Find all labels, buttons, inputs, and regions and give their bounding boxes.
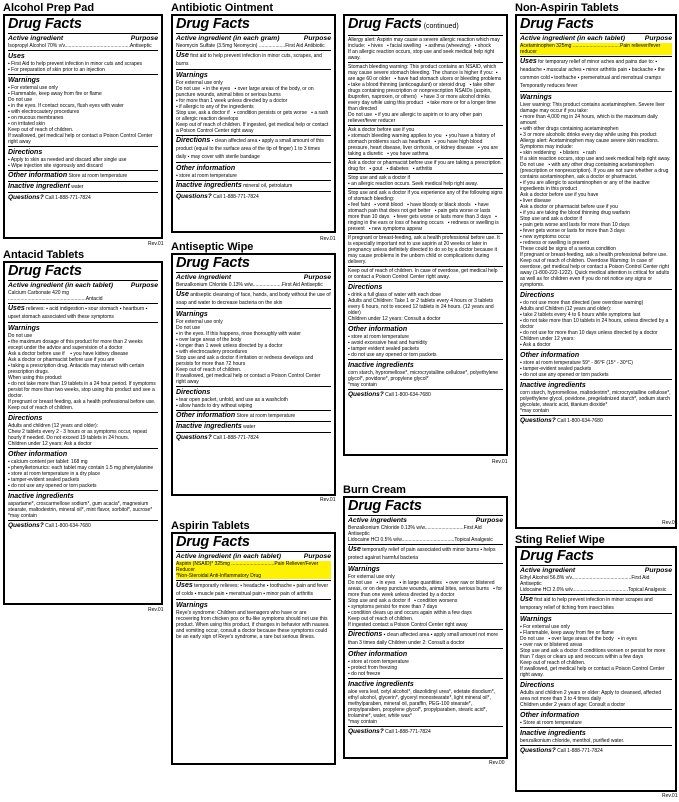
section [8,448,158,489]
section-inline [176,423,331,431]
active-ingredient-header [176,33,331,43]
section [176,50,331,68]
section-text: ▪ tear open packet, unfold, and use as a washcloth ▪ allow hands to dry without wiping [176,397,288,409]
section-text: water [241,424,256,430]
section [520,709,672,726]
section-heading: Directions [8,149,43,156]
section [348,35,503,61]
drug-facts-heading [348,499,503,514]
drug-facts-heading [348,17,503,34]
questions-phone: Call 1-800-634-7680 [43,523,91,529]
active-ingredient-header [176,272,331,282]
section [176,410,331,420]
section [348,233,503,265]
section-text: ▪ First Aid to help prevent infection in minor cuts and scrapes ▪ For preparation of skin prior to an injection [8,61,143,73]
purpose-heading: Purpose [130,282,158,289]
active-ingredient-header [176,551,331,561]
section-text: ▪ do not use more than directed (see overdose warning) Adults and Children (12 years and older): ▪ take 2 tablets every 4 to 6 hours while symptoms last ▪ do not take more than 10 tablets in 24 hours, unless directed by a doctor ▪ do not use for more than 10 days unless directed by a doctor Children under 12 years: ▪ Ask a doctor [520,300,669,348]
section-heading: Use [176,291,189,298]
antacid-tablets-panel [3,261,163,605]
section-inline [8,305,158,321]
section-heading: Directions [348,631,383,638]
section [348,125,503,157]
section-heading: Inactive ingredients [520,382,586,389]
section-text: Adults and children (12 years and older): Chew 2 tablets every 2 - 3 hours or as symptoms occur, repeat hourly if needed. Do not exceed 19 tablets in 24 hours. Children under 12 years: Ask a doctor [8,423,147,447]
section-heading: Inactive ingredients [348,362,414,369]
section-text: If pregnant or breast-feeding, ask a health professional before use. It is especially important not to use aspirin at 20 weeks or later in pregnancy unless definitely directed to do so by a doctor because it may cause problems in the unborn child or complications during delivery. [348,235,502,265]
aspirin-continued-panel [343,14,508,456]
questions-label: Questions? [176,434,212,441]
section-heading: Inactive ingredients [348,681,414,688]
drug-facts-heading [176,535,331,550]
section-heading: Directions [8,415,43,422]
section [348,266,503,280]
revision-label: Rev.01 [148,607,164,613]
section-text: aspartame*, croscarmellose sodium*, gum acacia*, magnesium stearate, maltodextrin, mineral oil*, mint flavor, sorbitol*, sucrose* *may contain [8,501,153,519]
section-text: For external use only Do not use ▪ in eyes ▪ in large quantities ▪ over raw or blistered areas, or on deep puncture wounds, animal bites, serious burns ▪ for more than one week unless directed by a doctor Stop use and ask a doctor if ▪ condition worsens ▪ symptoms persist for more than 7 days ▪ condition clears up and occurs again within a few days Keep out of reach of children. If ingested contact a Poison Control Center right away [348,574,503,628]
section-heading: Warnings [520,616,552,623]
section-heading: Uses [8,305,25,312]
active-ingredient-heading: Active ingredient [8,35,64,42]
non-aspirin-tablets-panel [515,14,677,529]
section [176,308,331,385]
section-heading: Other information [348,326,408,333]
section-heading: Warnings [176,311,208,318]
section [520,613,672,678]
section [8,322,158,411]
section [176,289,331,307]
section-heading: Warnings [520,94,552,101]
drug-facts-heading [8,264,158,279]
section [176,180,331,190]
section-inline [176,291,331,307]
continued-label: (continued) [421,23,459,30]
section-text: ▪ Store at room temperature [520,720,582,726]
section [176,162,331,179]
section [348,62,503,124]
section-text: temporarily relieves: ▪ headache ▪ toothache ▪ pain and fever of colds ▪ muscle pain ▪ menstrual pain ▪ minor pain of arthritis [176,583,329,597]
section-text: aloe vera leaf, cetyl alcohol*, diazolidinyl urea*, edetate disodium*, ethyl alcohol, glycerin*, glyceryl monostearate*, light mineral oil*, methylparaben, mineral oil, paraffin, PEG-100 stearate*, propylparaben, propylene glycol*, propylparaben, stearic acid*, trolamine*, water, white wax* *may contain [348,689,496,725]
section [348,629,503,647]
revision-label: Rev.01 [148,241,164,247]
section [348,359,503,388]
section-heading: Other information [8,451,68,458]
section-inline [520,596,672,612]
questions-label: Questions? [348,391,384,398]
active-ingredient-text: Calcium Carbonate 420 mg ........................................................Antacid [8,290,103,302]
antacid-tablets-title: Antacid Tablets [3,249,85,261]
drug-facts-title: Drug Facts [348,498,422,514]
section-text: Store at room temperature [235,413,296,419]
drug-facts-title: Drug Facts [176,255,250,271]
section-heading: Warnings [176,602,208,609]
questions-line [8,520,158,530]
active-ingredient-heading: Active ingredient (in each gram) [176,35,280,42]
section-text: ▪ For external use only ▪ Flammable, keep away from fire or flame Do not use ▪ in the eyes. If contact occurs, flush eyes with water ▪ with electrocautery procedures ▪ on mucous membranes ▪ on irritated skin Keep out of reach of children. If swallowed, get medical help or contact a Poison Control Center right away [8,85,153,145]
section [8,490,158,519]
active-ingredient-header [8,33,158,43]
section-heading: Inactive ingredient [8,183,70,190]
active-ingredient-text: Neomycin Sulfate (3.5mg Neomycin) ...................First Aid Antibiotic [176,43,325,49]
section-heading: Other information [520,352,580,359]
section-text: Keep out of reach of children. In case of overdose, get medical help or contact a Poison Control Center right away. [348,268,499,280]
questions-phone: Call 1-888-771-7824 [211,435,259,441]
questions-label: Questions? [8,194,44,201]
section-inline [520,58,672,90]
section-text: benzalkonium chloride, menthol, purified water. [520,738,625,744]
section [176,69,331,134]
active-ingredient-heading: Active ingredient [520,567,576,574]
questions-phone: Call 1-800-634-7680 [555,418,603,424]
section-text: ▪ clean affected area ▪ apply a small amount of this product (equal to the surface area of the tip of finger) 1 to 3 times daily ▪ may cover with sterile bandage [176,138,324,160]
drug-facts-title: Drug Facts [176,16,250,32]
drug-facts-title: Drug Facts [176,534,250,550]
section-heading: Warnings [348,566,380,573]
active-ingredient-heading: Active ingredient (in each tablet) [8,282,113,289]
sting-relief-wipe-title: Sting Relief Wipe [515,534,605,546]
section [348,158,503,172]
drug-facts-title: Drug Facts [8,263,82,279]
purpose-heading: Purpose [303,274,331,281]
section [348,563,503,628]
active-ingredient-text: Isopropyl Alcohol 70% v/v...............................................Antiseptic [8,43,152,49]
active-ingredient-header [520,33,672,43]
questions-phone: Call 1-888-771-7824 [211,194,259,200]
section-text: Stomach bleeding warning: This product contains an NSAID, which may cause severe stomach bleeding. The chance is higher if you: ▪ are age 60 or older ▪ have had stomach ulcers or bleeding problems ▪ take a blood thinning (anticoagulant) or steroid drug ▪ take other drugs containing prescription or nonprescription NSAIDs (aspirin, ibuprofen, naproxen, or others) ▪ have 3 or more alcohol drinks every day while using this product ▪ take more or for a longer time than directed Do not use ▪ if you are allergic to aspirin or to any other pain reliever/fever reducer [348,64,502,124]
section-inline [348,631,503,647]
questions-phone: Call 1-800-634-7680 [383,392,431,398]
active-ingredient-heading: Active ingredient (in each tablet) [176,553,281,560]
section-text: ▪ For external use only ▪ Flammable, keep away from fire or flame Do not use ▪ over large areas of the body ▪ in eyes ▪ over raw or blistered areas Stop use and ask a doctor if conditions worsen or persist for more than 7 days or clears up and reoccurs within a few days Keep out of reach of children. If swallowed, get medical help or contact a Poison Control Center right away. [520,624,666,678]
questions-line [520,745,672,755]
active-ingredient-heading: Active ingredient (in each tablet) [520,35,625,42]
revision-label: Rev.01 [320,497,336,503]
section-text: Ask a doctor before use if you ▪ stomach bleeding warning applies to you ▪ you have a history of stomach problems such as heartburn ▪ you have high blood pressure, heart disease, liver cirrhosis, or kidney disease ▪ you are taking a diuretic ▪ you have asthma [348,127,498,157]
section-inline [176,182,331,190]
section-text: Ask a doctor or pharmacist before use if you are taking a prescription drug for ▪ gout ▪ diabetes ▪ arthritis [348,160,502,172]
section [520,679,672,708]
section-text: ▪ store at room temperature 59° - 86°F (15° - 30°C) ▪ tamper-evident sealed packets ▪ do not use any opened or torn packets [520,360,633,378]
drug-facts-title: Drug Facts [8,16,82,32]
section-text: Allergy alert: Aspirin may cause a severe allergic reaction which may include: ▪ hives ▪ facial swelling ▪ asthma (wheezing) ▪ shock If an allergic reaction occurs, stop use and seek medical help right away. [348,37,500,61]
section [520,289,672,348]
section-text: temporarily relief of pain associated with minor burns ▪ helps protect against harmful bacteria [348,547,496,561]
questions-line [348,389,503,399]
section-heading: Other information [348,651,408,658]
revision-label: Rev.01 [662,793,678,799]
section-heading: Uses [176,582,193,589]
revision-label: Rev.01 [492,459,508,465]
drug-facts-heading [8,17,158,32]
section-heading: Directions [520,682,555,689]
section-text: ▪ store at room temperature [176,173,237,179]
active-ingredient-text: Benzalkonium Chloride 0.13% w/w............................First Aid Antiseptic Lidocaine HCl 0.5% w/w......................................Topical Analgesic [348,525,493,543]
section [348,678,503,725]
questions-line [8,192,158,202]
purpose-heading: Purpose [130,35,158,42]
section-text: Store at room temperature [67,173,128,179]
drug-facts-heading [176,256,331,271]
section-inline [348,546,503,562]
section-heading: Warnings [8,77,40,84]
purpose-heading: Purpose [644,567,672,574]
questions-label: Questions? [520,747,556,754]
section [8,74,158,145]
section [520,594,672,612]
section-text: antiseptic cleansing of face, hands, and body without the use of soap and water to decrease bacteria on the skin [176,292,331,306]
drug-facts-title: Drug Facts [520,16,594,32]
questions-label: Questions? [520,417,556,424]
section-inline [8,172,158,180]
section-heading: Use [176,52,189,59]
section-text: ▪ store at room temperature ▪ avoid excessive heat and humidity ▪ tamper evident sealed packets ▪ do not use any opened or torn packets [348,334,437,358]
section-heading: Directions [176,137,211,144]
section-text: Reye's syndrome: Children and teenagers who have or are recovering from chicken pox or flu-like symptoms should not use this product. When using this product, if changes in behavior with nausea and vomiting occur, consult a doctor because these symptoms could be an early sign of Reye's syndrome, a rare but serious illness. [176,610,330,640]
section-text: corn starch, hypromellose, maltodextrin*, microcrystalline cellulose*, polyethylene glycol, povidone, pregelatinized starch*, sodium starch glycolate, stearic acid, titanium dioxide* *may contain [520,390,671,414]
section-text: mineral oil, petrolatum [241,183,293,189]
drug-facts-heading [520,549,672,564]
section-text: first aid to help prevent infection in minor scrapes and temporary relief of itching from insect bites [520,597,653,611]
section-inline [176,412,331,420]
section-text: For external use only Do not use ▪ in the eyes ▪ over large areas of the body, or on puncture wounds, animal bites or serious burns ▪ for more than 1 week unless directed by a doctor ▪ if allergic to any of the ingredients Stop use, ask a doctor if ▪ condition persists or gets worse ▪ a rash or allergic reaction develops Keep out of reach of children. If ingested, get medical help or contact a Poison Control Center right away [176,80,329,134]
section-text: corn starch, hypromellose*, microcrystalline cellulose*, polyethylene glycol*, povidone*, propylene glycol* *may contain [348,370,499,388]
aspirin-tablets-title: Aspirin Tablets [171,520,250,532]
section-heading: Inactive ingredients [520,730,586,737]
section-heading: Other information [8,172,68,179]
drug-facts-heading [176,17,331,32]
section-text: first aid to help prevent infection in minor cuts, scrapes, and burns [176,53,322,67]
active-ingredient-header [348,515,503,525]
active-ingredient-text: Benzalkonium Chloride 0.13% w/w.....................First Aid Antiseptic [176,282,323,288]
questions-phone: Call 1-888-771-7824 [43,195,91,201]
questions-line [348,726,503,736]
section-heading: Inactive ingredients [8,493,74,500]
revision-label: Rev.01 [662,520,678,526]
questions-phone: Call 1-888-771-7824 [555,748,603,754]
section-text: water [69,184,84,190]
section-text: Stop use and ask a doctor if ▪ an allergic reaction occurs. Seek medical help right away. [348,175,479,187]
section-text: ▪ calcium content per tablet: 168 mg ▪ phenylketonurics: each tablet may contain 1.5 mg phenylalanine ▪ store at room temperature in a dry place ▪ tamper-evident sealed packets ▪ do not use any opened or torn packets [8,459,154,489]
sting-relief-wipe-panel [515,546,677,792]
active-ingredient-text: Acetaminophen 325mg ..................................Pain reliever/fever reducer [520,43,672,55]
antibiotic-ointment-title: Antibiotic Ointment [171,2,274,14]
section [8,50,158,73]
section-heading: Inactive ingredients [176,423,242,430]
section-text: Stop use and ask a doctor if you experience any of the following signs of stomach bleeding: ▪ feel faint ▪ vomit blood ▪ have bloody or black stools ▪ have stomach pain that does not get better ▪ pain gets worse or lasts more than 10 days ▪ fever gets worse or lasts more than 3 days ▪ ringing in the ears or loss of hearing occurs ▪ redness or swelling is present ▪ new symptoms appear [348,190,503,232]
section-heading: Directions [348,284,383,291]
section [176,386,331,409]
section [520,727,672,744]
section-inline [8,183,158,191]
section-heading: Other information [520,712,580,719]
section [348,648,503,677]
questions-line [176,432,331,442]
section [8,303,158,321]
questions-line [176,191,331,201]
section [348,323,503,358]
section-heading: Use [348,546,361,553]
active-ingredient-heading: Active ingredient [176,274,232,281]
questions-label: Questions? [176,193,212,200]
section-heading: Warnings [176,72,208,79]
burn-cream-panel [343,496,508,759]
purpose-heading: Purpose [644,35,672,42]
section [348,281,503,322]
alcohol-prep-pad-title: Alcohol Prep Pad [3,2,95,14]
section-text: ▪ clean affected area ▪ apply small amount not more than 3 times daily Children under 2: Consult a doctor [348,632,498,646]
section-heading: Inactive ingredients [176,182,242,189]
section [176,599,331,640]
section-heading: Other information [176,412,236,419]
purpose-heading: Purpose [303,35,331,42]
section-heading: Use [520,596,533,603]
drug-facts-heading [520,17,672,32]
section [8,170,158,180]
revision-label: Rev.00 [489,760,505,766]
section [8,146,158,169]
section-heading: Warnings [8,325,40,332]
burn-cream-title: Burn Cream [343,484,406,496]
active-ingredient-header [8,280,158,290]
section-inline [176,52,331,68]
section-heading: Uses [520,58,537,65]
section-text: ▪ store at room temperature ▪ protect from freezing ▪ do not freeze [348,659,409,677]
active-ingredient-header [520,565,672,575]
section-inline [176,137,331,161]
section-text: Do not use ▪ the maximum dosage of this product for more than 2 weeks except under the advice and supervision of a doctor Ask a doctor before use if ▪ you have kidney disease Ask a doctor or pharmacist before use if you are ▪ taking a prescription drug. Antacids may interact with certain prescription drugs. When using this product ▪ do not take more than 19 tablets in a 24 hour period. If symptoms persist for more than two weeks, stop using this product and see a doctor. If pregnant or breast feeding, ask a health professional before use. Keep out of reach of children. [8,333,156,411]
drug-facts-title: Drug Facts [520,548,594,564]
section-text: Liver warning: This product contains acetaminophen. Severe liver damage may occur if you take: ▪ more than 4,000 mg in 24 hours, which is the maximum daily amount ▪ with other drugs containing acetaminophen ▪ 3 or more alcoholic drinks every day while using this product Allergy alert: Acetaminophen may cause severe skin reactions. Symptoms may include: ▪ skin reddening ▪ blisters ▪ rash If a skin reaction occurs, stop use and seek medical help right away. Do not use ▪ with any other drug containing acetaminophen (prescription or nonprescription). If you are not sure whether a drug contains acetaminophen, ask a doctor or pharmacist. ▪ if you are allergic to acetaminophen or any of the inactive ingredients in this product Ask a doctor before use if you have ▪ liver disease Ask a doctor or pharmacist before use if you ▪ if you are taking the blood thinning drug warfarin Stop use and ask a doctor if ▪ pain gets worse and lasts for more than 10 days ▪ fever gets worse or lasts for more than 3 days ▪ new symptoms occur ▪ redness or swelling is present These could be signs of a serious condition If pregnant or breast-feeding, ask a health professional before use. Keep out of reach of children. Overdose Warning: In case of overdose, get medical help or contact a Poison Control Center right away (1-800-222-1222). Quick medical attention is critical for adults as well as for children even if you do not notice any signs or symptoms. [520,102,671,288]
section-text: ▪ Apply to skin as needed and discard after single use ▪ Wipe injection site vigorously and discard [8,157,127,169]
antiseptic-wipe-panel [171,253,336,496]
section-heading: Uses [8,53,25,60]
active-ingredient-heading: Active ingredients [348,517,407,524]
section [8,181,158,191]
section [520,56,672,90]
antiseptic-wipe-title: Antiseptic Wipe [171,241,254,253]
section [348,544,503,562]
aspirin-tablets-panel [171,532,336,765]
section [176,421,331,431]
active-ingredient-text: Aspirin (NSAID)* 325mg ...............................Pain Reliever/Fever Reducer *Non-Steroidal Anti-Inflammatory Drug [176,561,331,579]
section [520,91,672,288]
questions-label: Questions? [348,728,384,735]
section-text: for temporary relief of minor aches and pains due to: ▪ headache ▪ muscular aches ▪ minor arthritis pain ▪ backache ▪ the common cold ▪ toothache ▪ premenstrual and menstrual cramps Temporarily reduces fever [520,59,665,89]
section-text: For external use only Do not use ▪ in the eyes. If this happens, rinse thoroughly with water ▪ over large areas of the body ▪ longer than 1 week unless directed by a doctor ▪ with electrocautery procedures Stop use and ask a doctor if irritation or redness develops and persists for more than 72 hours Keep out of reach of children. If swallowed, get medical help or contact a Poison Control Center right away [176,319,321,385]
questions-line [520,415,672,425]
questions-phone: Call 1-888-771-7824 [383,729,431,735]
revision-label: Rev.01 [320,236,336,242]
section [520,379,672,414]
active-ingredient-text: Ethyl Alcohol 56.8% v/v...........................................First Aid Antiseptic Lidocaine HCl 2.0% w/v........................................Topical Analgesic [520,575,667,593]
antibiotic-ointment-panel [171,14,336,233]
questions-label: Questions? [8,522,44,529]
section-text: ▪ drink a full glass of water with each dose Adults and Children: Take 1 or 2 tablets every 4 hours or 3 tablets every 6 hours, not to exceed 12 tablets in 24 hours. (12 years and older) Children under 12 years: Consult a doctor [348,292,494,322]
section [8,412,158,447]
section-text: relieves: ▪ acid indigestion ▪ sour stomach ▪ heartburn ▪ upset stomach associated with these symptoms [8,306,148,320]
section-heading: Directions [520,292,555,299]
purpose-heading: Purpose [475,517,503,524]
non-aspirin-tablets-title: Non-Aspirin Tablets [515,2,619,14]
section [520,349,672,378]
section-text: Adults and children 2 years or older: Apply to cleansed, affected area not more than 3 to 4 times daily Children under 2 years of age: Consult a doctor [520,690,662,708]
section [176,135,331,161]
section-inline [176,582,331,598]
section [348,188,503,232]
purpose-heading: Purpose [303,553,331,560]
section [348,173,503,187]
section-heading: Other information [176,165,236,172]
section-heading: Directions [176,389,211,396]
section [176,580,331,598]
drug-facts-title: Drug Facts [348,16,422,32]
alcohol-prep-pad-panel [3,14,163,239]
